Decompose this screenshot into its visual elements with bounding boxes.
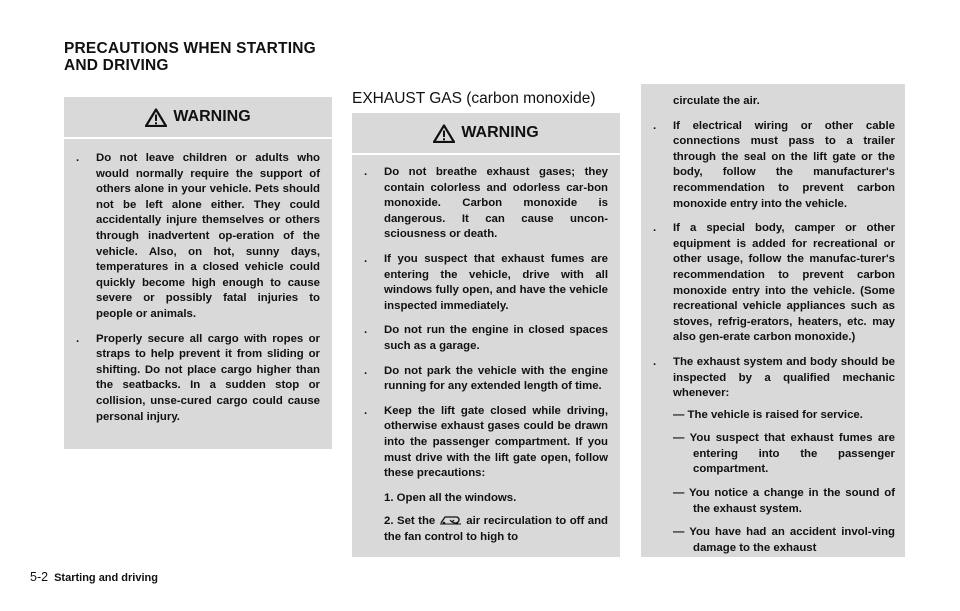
- bullet: .: [364, 252, 368, 265]
- list-item: . Keep the lift gate closed while driving, otherwise exhaust gases could be drawn into the passenger compartment. If you must drive with the lift gate open, follow these precautions: 1. Open all the windows. 2. Set the air recirculation to off and the fan control to high to: [352, 404, 608, 546]
- precaution-steps: [384, 491, 608, 546]
- bullet: .: [364, 324, 368, 337]
- exhaust-warning-header: [352, 113, 620, 155]
- section-title-line2: AND DRIVING: [64, 57, 169, 74]
- left-warning-header: [64, 97, 332, 139]
- dash-item: — You suspect that exhaust fumes are entering into the passenger compartment.: [673, 432, 895, 476]
- bullet: .: [653, 222, 657, 235]
- list-item: . The exhaust system and body should be inspected by a qualified mechanic whenever: — The vehicle is raised for service. — You suspect that exhaust fumes are entering into the passenger compartment. — You notice a change in the sound of the exhaust system. — You have had an accident invol-ving damage to the exhaust: [641, 355, 895, 557]
- footer-section-name: Starting and driving: [54, 572, 158, 584]
- dash-item: — The vehicle is raised for service.: [673, 408, 863, 421]
- bullet: .: [653, 119, 657, 132]
- page-number: 5-2: [30, 570, 49, 584]
- list-item: . If electrical wiring or other cable connections must pass to a trailer through the seal on the lift gate or the body, follow the manufacturer's recommendation to prevent carbon monoxide entry into the vehicle.: [653, 119, 895, 210]
- list-item: . Properly secure all cargo with ropes or straps to help prevent it from sliding or shifting. Do not place cargo higher than the seatbacks. In a sudden stop or collision, unse-cured cargo could cause personal injury.: [76, 332, 320, 423]
- page-footer: [30, 570, 158, 585]
- bullet: .: [653, 355, 657, 368]
- step-2: 2. Set the air recirculation to off and the fan control to high to: [384, 515, 608, 543]
- list-item: . Do not breathe exhaust gases; they contain colorless and odorless car-bon monoxide. Carbon monoxide is dangerous. It can cause uncon-sciousness or death.: [364, 166, 608, 241]
- warning-triangle-icon: [433, 124, 455, 143]
- exhaust-warning-title: WARNING: [461, 124, 539, 141]
- right-list: [641, 119, 895, 557]
- inspection-conditions: [673, 408, 895, 557]
- air-recirculation-icon: [439, 514, 463, 525]
- dash-item: — You notice a change in the sound of the exhaust system.: [673, 487, 895, 515]
- bullet: .: [364, 166, 368, 178]
- list-item: . Do not leave children or adults who would normally require the support of others alone in your vehicle. Pets should not be left alone either. They could accidentally injure themselves or others through inadvertent op-eration of the vehicle. Also, on hot, sunny days, temperatures in a closed vehicle could quickly become high enough to cause severe or possibly fatal injuries to people or animals.: [76, 152, 320, 320]
- step-1: 1. Open all the windows.: [384, 491, 517, 504]
- exhaust-warning-list: [352, 165, 608, 545]
- bullet: .: [76, 152, 80, 164]
- list-item: . Do not park the vehicle with the engine running for any extended length of time.: [364, 364, 608, 393]
- bullet: .: [76, 332, 80, 345]
- list-item: . If you suspect that exhaust fumes are entering the vehicle, drive with all windows fully open, and have the vehicle inspected immediately.: [364, 252, 608, 312]
- list-item: . Do not run the engine in closed spaces such as a garage.: [364, 324, 608, 352]
- left-warning-list: [64, 151, 332, 425]
- bullet: .: [364, 404, 368, 417]
- continuation-text: circulate the air.: [673, 95, 760, 107]
- right-continuation-box: [641, 84, 905, 557]
- warning-triangle-icon: [145, 108, 167, 127]
- list-item: . If a special body, camper or other equipment is added for recreational or other usage, follow the manufac-turer's recommendation to prevent carbon monoxide entry into the vehicle. (Some recreational vehicle appliances such as stoves, refrig-erators, heaters, etc. may also gen-erate carbon monoxide.): [653, 222, 895, 344]
- exhaust-warning-box: [352, 113, 620, 557]
- section-title: [64, 40, 316, 74]
- left-warning-box: [64, 97, 332, 449]
- bullet: .: [364, 364, 368, 377]
- left-warning-title: WARNING: [173, 108, 251, 125]
- section-title-line1: PRECAUTIONS WHEN STARTING: [64, 40, 316, 57]
- exhaust-gas-heading: EXHAUST GAS (carbon monoxide): [352, 90, 596, 107]
- dash-item: — You have had an accident invol-ving damage to the exhaust: [673, 526, 895, 554]
